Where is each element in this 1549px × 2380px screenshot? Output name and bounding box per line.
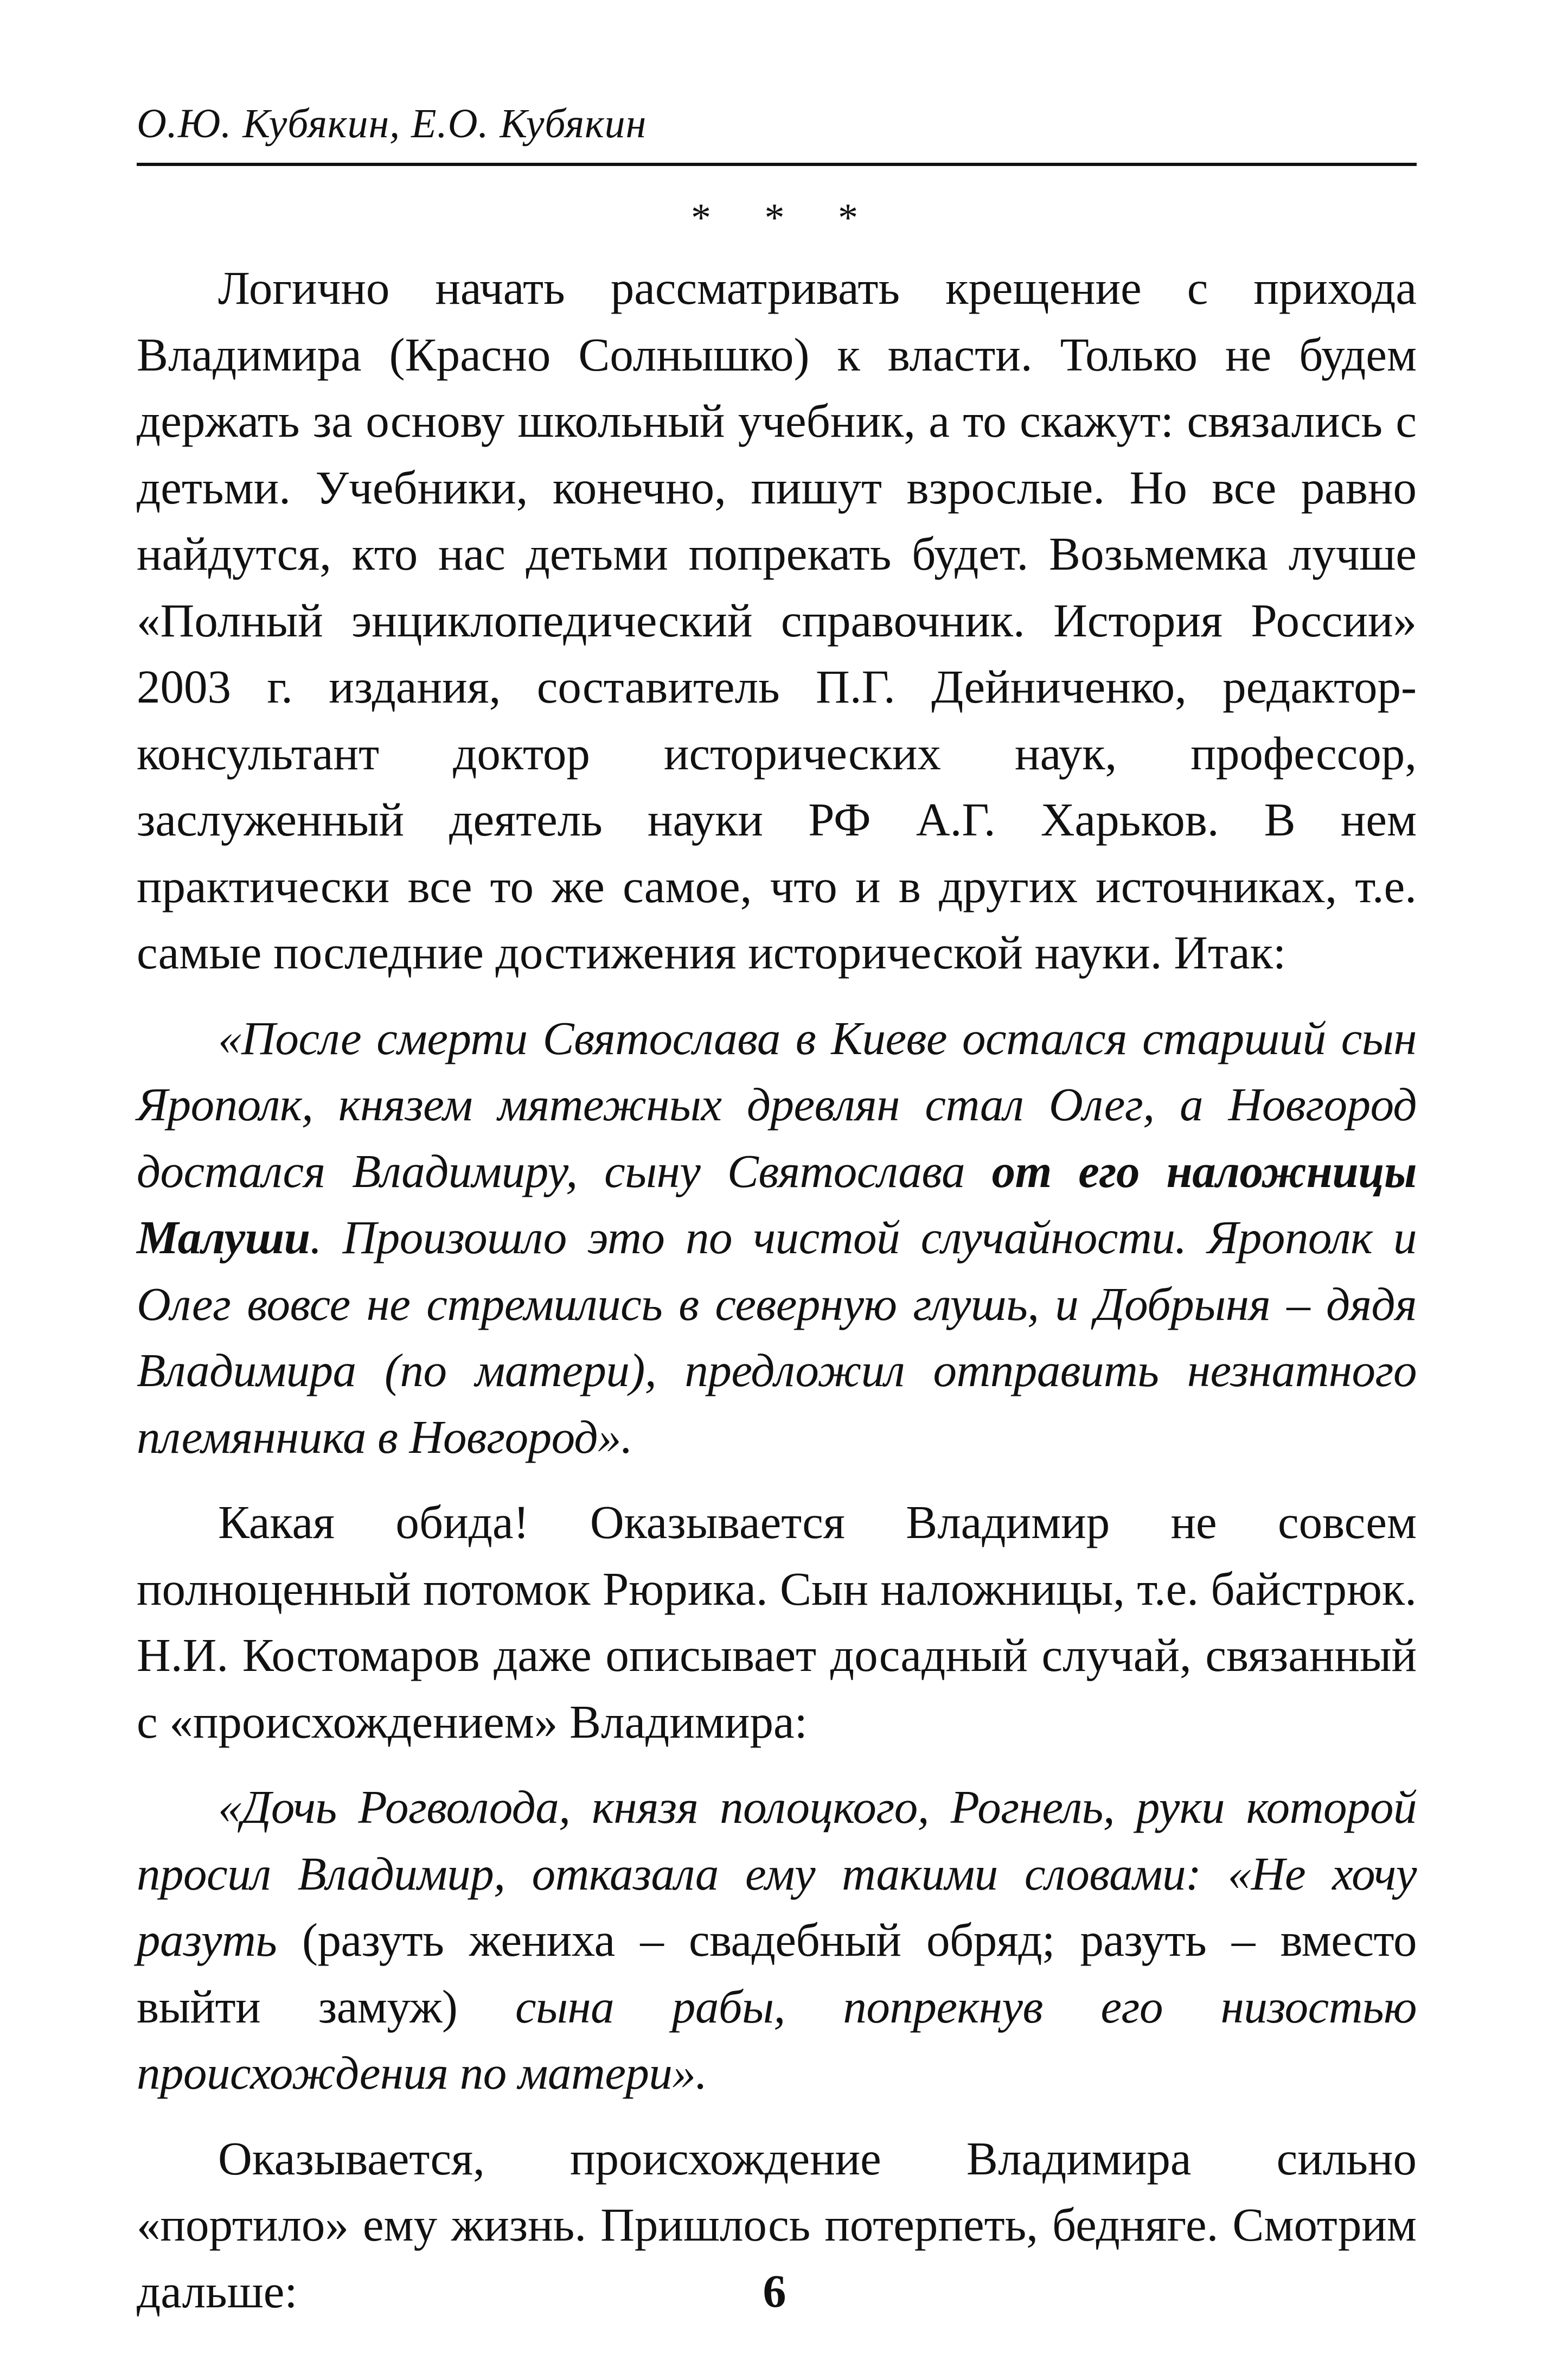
paragraph-conclusion: Оказывается, происхождение Владимира сильно «портило» ему жизнь. Пришлось потерпеть, бедняге. Смотрим дальше: bbox=[137, 2132, 1417, 2318]
paragraph-intro: Логично начать рассматривать крещение с прихода Владимира (Красно Солнышко) к власти. Только не будем держать за основу школьный учебник, а то скажут: связались с детьми. Учебники, конечно, пишут взрослые. Но все равно найдутся, кто нас детьми попрекать будет. Возьмемка лучше «Полный энциклопедический справочник. История России» 2003 г. издания, составитель П.Г. Дейниченко, редактор-консультант доктор исторических наук, профессор, заслуженный деятель науки РФ А.Г. Харьков. В нем практически все то же самое, что и в других источниках, т.е. самые последние достижения исторической науки. Итак: bbox=[137, 261, 1417, 979]
quote-encyclopedia bbox=[137, 1005, 1417, 1471]
section-separator: * * * bbox=[691, 196, 880, 240]
quote-encyclopedia-part1: «После смерти Святослава в Киеве остался старший сын Ярополк, князем мятежных древлян стал Олег, а Новгород достался Владимиру, сыну Святослава bbox=[137, 1011, 1417, 1197]
quote-kostomarov-part2: сына рабы, попрекнув его низостью происхождения по матери». bbox=[137, 1980, 1417, 2099]
quote-encyclopedia-bold: от его наложницы Малуши bbox=[137, 1144, 1417, 1264]
quote-kostomarov-note: (разуть жениха – свадебный обряд; разуть – вместо выйти замуж) bbox=[137, 1913, 1417, 2033]
quote-encyclopedia-part2: . Произошло это по чистой случайности. Ярополк и Олег вовсе не стремились в северную глушь, и Добрыня – дядя Владимира (по матери), предложил отправить незнатного племянника в Новгород». bbox=[137, 1211, 1417, 1463]
main-text bbox=[137, 255, 1417, 2325]
paragraph-offense: Какая обида! Оказывается Владимир не совсем полноценный потомок Рюрика. Сын наложницы, т.е. байстрюк. Н.И. Костомаров даже описывает досадный случай, связанный с «происхождением» Владимира: bbox=[137, 1496, 1417, 1748]
header-rule bbox=[137, 163, 1417, 166]
page-number: 6 bbox=[763, 2265, 786, 2317]
quote-kostomarov bbox=[137, 1774, 1417, 2107]
running-head-authors: О.Ю. Кубякин, Е.О. Кубякин bbox=[137, 101, 647, 146]
quote-kostomarov-part1: «Дочь Рогволода, князя полоцкого, Рогнель, руки которой просил Владимир, отказала ему такими словами: «Не хочу разуть bbox=[137, 1781, 1417, 1966]
